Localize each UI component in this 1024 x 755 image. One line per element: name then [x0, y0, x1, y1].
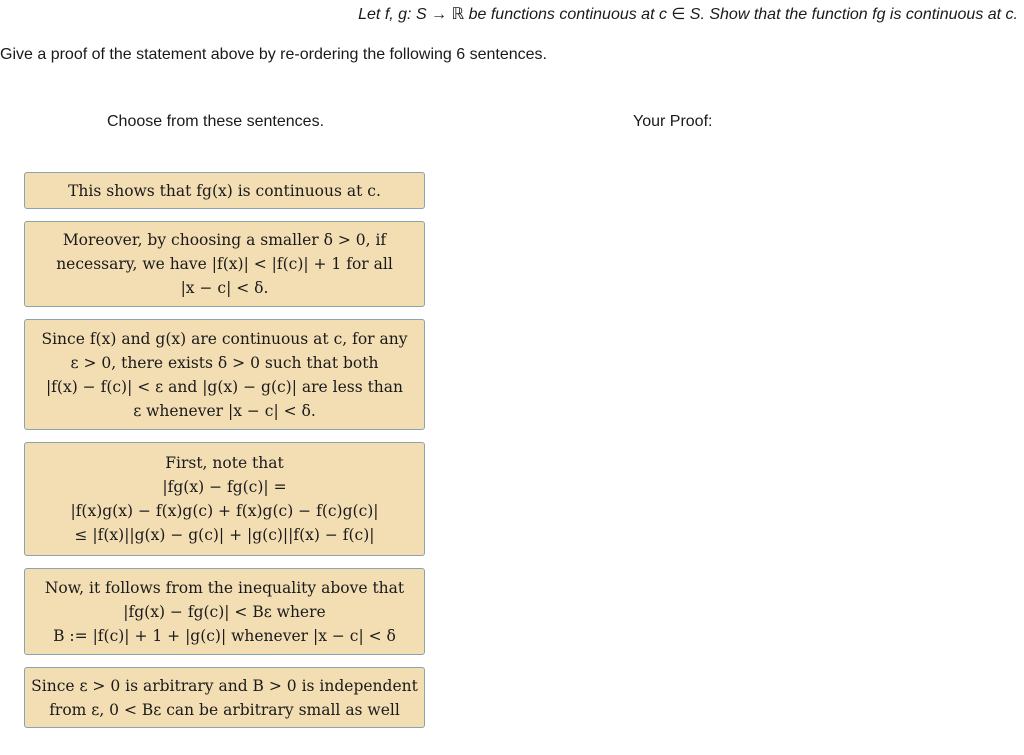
sentence-card[interactable] — [24, 442, 425, 556]
sentence-card[interactable] — [24, 319, 425, 430]
problem-statement-text: Let f, g: S → ℝ be functions continuous at c ∈ S. Show that the function fg is continuous at c. — [358, 6, 1018, 23]
sentence-text: Now, it follows from the inequality above that |fg(x) − fg(c)| < Bε where B := |f(c)| + 1 + |g(c)| whenever |x − c| < δ — [44, 578, 405, 645]
sentence-text: Since ε > 0 is arbitrary and B > 0 is independent from ε, 0 < Bε can be arbitrary small as well — [31, 676, 418, 719]
sentence-text: First, note that |fg(x) − fg(c)| = |f(x)g(x) − f(x)g(c) + f(x)g(c) − f(c)g(c)| ≤ |f(x)||g(x) − g(c)| + |g(c)||f(x) − f(c)| — [70, 454, 379, 544]
your-proof-label: Your Proof: — [633, 113, 713, 130]
proof-drop-area[interactable] — [520, 140, 1000, 740]
problem-statement — [0, 4, 1024, 24]
sentence-card[interactable] — [24, 667, 425, 728]
sentence-text: This shows that fg(x) is continuous at c. — [68, 181, 381, 200]
choose-sentences-label: Choose from these sentences. — [107, 113, 325, 130]
sentence-card[interactable] — [24, 221, 425, 307]
instructions: Give a proof of the statement above by re-ordering the following 6 sentences. — [0, 46, 547, 63]
sentence-text: Since f(x) and g(x) are continuous at c, for any ε > 0, there exists δ > 0 such that both |f(x) − f(c)| < ε and |g(x) − g(c)| are less than ε whenever |x − c| < δ. — [41, 329, 408, 420]
sentence-card[interactable] — [24, 568, 425, 655]
sentence-card[interactable] — [24, 172, 425, 209]
sentence-text: Moreover, by choosing a smaller δ > 0, if necessary, we have |f(x)| < |f(c)| + 1 for all |x − c| < δ. — [56, 231, 393, 297]
